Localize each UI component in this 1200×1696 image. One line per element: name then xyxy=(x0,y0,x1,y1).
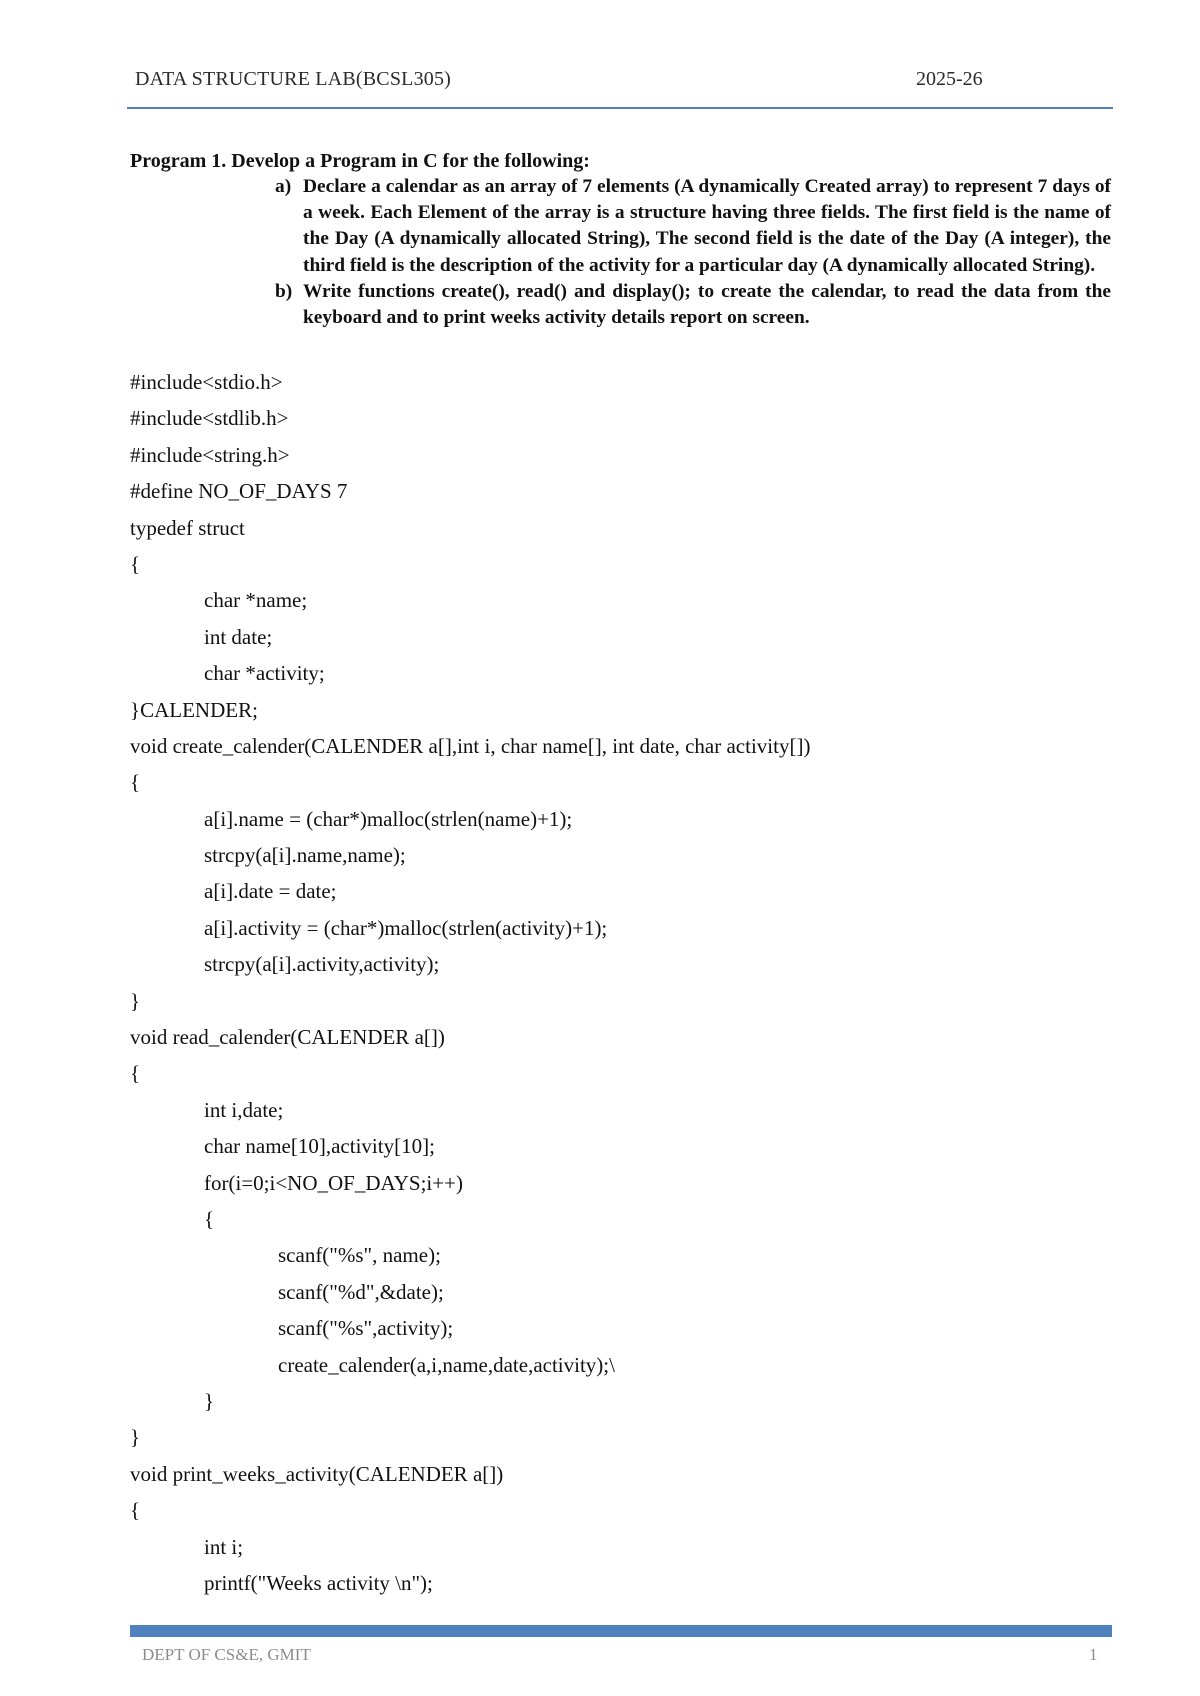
requirement-text: Declare a calendar as an array of 7 elements (A dynamically Created array) to represent 7 days of a week. Each Element of the array is a structure having three fields. The first field is the name of the Day (A dynamically allocated String), The second field is the date of the Day (A integer), the third field is the description of the activity for a particular day (A dynamically allocated String). xyxy=(303,176,1111,276)
code-line: scanf("%d",&date); xyxy=(278,1279,444,1304)
code-line: { xyxy=(130,770,141,795)
code-line: char *name; xyxy=(204,588,308,613)
requirement-marker: b) xyxy=(275,280,293,302)
code-line: { xyxy=(130,1061,141,1086)
code-line: for(i=0;i<NO_OF_DAYS;i++) xyxy=(204,1170,463,1195)
code-line: typedef struct xyxy=(130,515,245,540)
code-line: strcpy(a[i].name,name); xyxy=(204,843,406,868)
code-line: strcpy(a[i].activity,activity); xyxy=(204,952,440,977)
requirement-item-b xyxy=(275,279,1111,331)
header-title: DATA STRUCTURE LAB(BCSL305) xyxy=(135,68,452,90)
code-line: a[i].name = (char*)malloc(strlen(name)+1); xyxy=(204,806,573,831)
code-line: #include<stdlib.h> xyxy=(130,406,289,431)
footer-divider xyxy=(130,1625,1112,1637)
code-line: scanf("%s",activity); xyxy=(278,1316,454,1341)
code-line: int i; xyxy=(204,1534,244,1559)
code-line: } xyxy=(130,1425,141,1450)
code-line: printf("Weeks activity \n"); xyxy=(204,1570,433,1595)
code-line: #include<string.h> xyxy=(130,442,290,467)
code-line: char *activity; xyxy=(204,661,325,686)
code-line: #define NO_OF_DAYS 7 xyxy=(130,479,348,504)
program-requirements-list xyxy=(275,174,1111,331)
code-line: } xyxy=(130,988,141,1013)
page-number: 1 xyxy=(1089,1645,1098,1664)
code-line: }CALENDER; xyxy=(130,697,258,722)
code-line: char name[10],activity[10]; xyxy=(204,1134,435,1159)
code-line: void print_weeks_activity(CALENDER a[]) xyxy=(130,1461,504,1486)
code-line: int date; xyxy=(204,624,273,649)
code-line: #include<stdio.h> xyxy=(130,370,283,394)
code-line: { xyxy=(130,551,141,576)
code-line: scanf("%s", name); xyxy=(278,1243,441,1268)
code-line: void create_calender(CALENDER a[],int i, char name[], int date, char activity[]) xyxy=(130,733,811,758)
requirement-marker: a) xyxy=(275,176,292,197)
header-divider xyxy=(127,107,1113,109)
code-line: void read_calender(CALENDER a[]) xyxy=(130,1025,445,1050)
code-line: { xyxy=(204,1206,215,1231)
header-year: 2025-26 xyxy=(916,68,983,90)
footer-department: DEPT OF CS&E, GMIT xyxy=(142,1645,311,1664)
program-title: Program 1. Develop a Program in C for the following: xyxy=(130,150,590,172)
code-line: create_calender(a,i,name,date,activity);\ xyxy=(278,1352,615,1377)
requirement-text: Write functions create(), read() and display(); to create the calendar, to read the data from the keyboard and to print weeks activity details report on screen. xyxy=(303,280,1111,329)
code-line: { xyxy=(130,1498,141,1523)
code-line: int i,date; xyxy=(204,1097,284,1122)
code-line: a[i].date = date; xyxy=(204,879,337,904)
code-line: } xyxy=(204,1388,215,1413)
code-line: a[i].activity = (char*)malloc(strlen(activity)+1); xyxy=(204,915,608,940)
code-listing xyxy=(130,364,810,1601)
requirement-item-a xyxy=(275,174,1111,279)
